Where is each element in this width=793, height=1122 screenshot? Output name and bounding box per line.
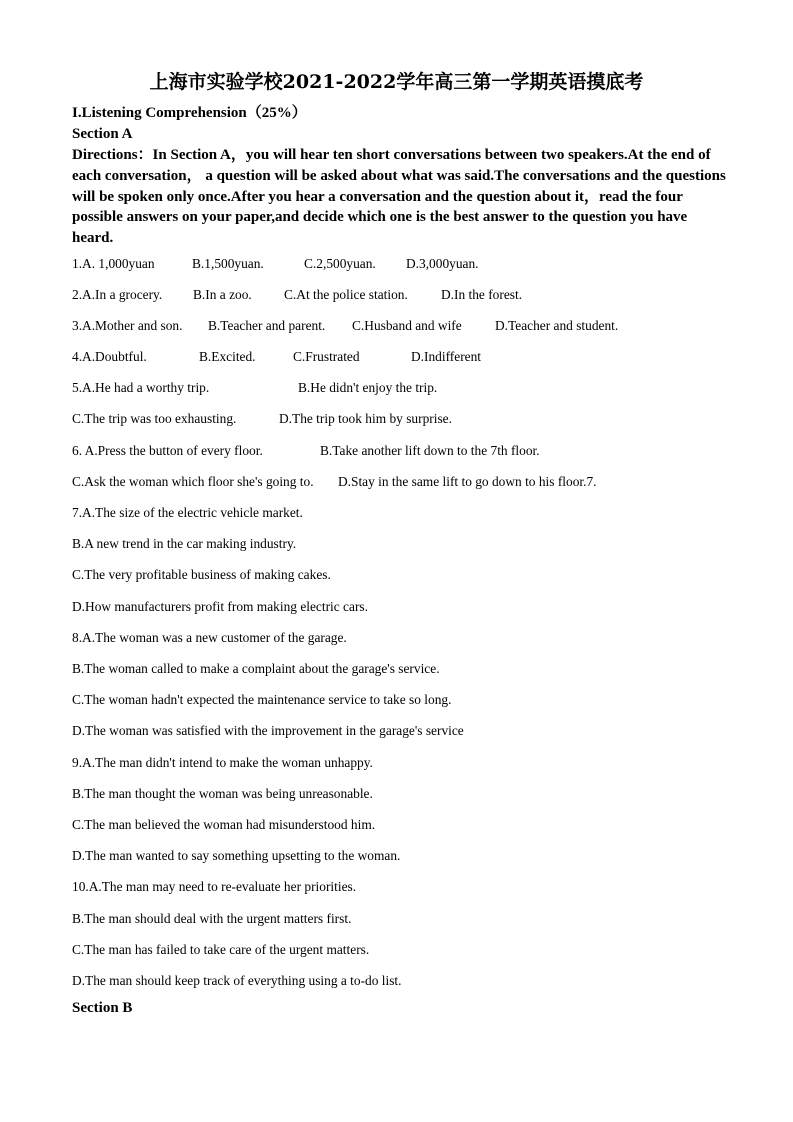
question-8-option-b: B.The woman called to make a complaint about the garage's service.	[72, 661, 440, 676]
question-3-option-d: D.Teacher and student.	[495, 318, 619, 333]
question-5-option-d: D.The trip took him by surprise.	[279, 411, 452, 426]
question-5-option-a: 5.A.He had a worthy trip.	[72, 380, 210, 395]
question-2-option-a: 2.A.In a grocery.	[72, 287, 163, 302]
section-b-heading: Section B	[72, 1000, 133, 1016]
question-1-option-a: 1.A. 1,000yuan	[72, 256, 155, 271]
question-9-option-c: C.The man believed the woman had misunderstood him.	[72, 817, 376, 832]
question-9-option-a: 9.A.The man didn't intend to make the woman unhappy.	[72, 755, 373, 770]
question-4-option-a: 4.A.Doubtful.	[72, 349, 147, 364]
question-4-option-b: B.Excited.	[199, 349, 256, 364]
question-8-option-d: D.The woman was satisfied with the improvement in the garage's service	[72, 723, 464, 738]
question-7-option-d: D.How manufacturers profit from making electric cars.	[72, 599, 368, 614]
question-6-option-a: 6. A.Press the button of every floor.	[72, 443, 263, 458]
question-7-option-a: 7.A.The size of the electric vehicle market.	[72, 505, 303, 520]
question-9-option-d: D.The man wanted to say something upsetting to the woman.	[72, 848, 401, 863]
question-8-option-c: C.The woman hadn't expected the maintenance service to take so long.	[72, 692, 452, 707]
page-title: 上海市实验学校2021-2022学年高三第一学期英语摸底考	[149, 71, 644, 93]
question-2-option-d: D.In the forest.	[441, 287, 523, 302]
question-10-option-b: B.The man should deal with the urgent matters first.	[72, 911, 352, 926]
question-3-option-c: C.Husband and wife	[352, 318, 462, 333]
question-2-option-b: B.In a zoo.	[193, 287, 252, 302]
question-5-option-c: C.The trip was too exhausting.	[72, 411, 237, 426]
question-7-option-c: C.The very profitable business of making cakes.	[72, 567, 331, 582]
question-5-option-b: B.He didn't enjoy the trip.	[298, 380, 438, 395]
question-3-option-b: B.Teacher and parent.	[208, 318, 326, 333]
section-a-heading: Section A	[72, 126, 133, 142]
question-7-option-b: B.A new trend in the car making industry.	[72, 536, 297, 551]
question-10-option-d: D.The man should keep track of everything using a to-do list.	[72, 973, 402, 988]
question-8-option-a: 8.A.The woman was a new customer of the garage.	[72, 630, 347, 645]
directions-paragraph: Directions：In Section A，you will hear ten short conversations between two speakers.At the end of each conversation， a question will be asked about what was said.The conversations and the questions will be spoken only once.After you hear a conversation and the question about it，read the four possible answers on your paper,and decide which one is the best answer to the question you have heard.	[72, 147, 726, 247]
question-4-option-c: C.Frustrated	[293, 349, 360, 364]
question-9-option-b: B.The man thought the woman was being unreasonable.	[72, 786, 373, 801]
question-1-option-c: C.2,500yuan.	[304, 256, 376, 271]
question-10-option-c: C.The man has failed to take care of the urgent matters.	[72, 942, 370, 957]
question-10-option-a: 10.A.The man may need to re-evaluate her priorities.	[72, 879, 357, 894]
question-6-option-b: B.Take another lift down to the 7th floor.	[320, 443, 540, 458]
question-1-option-d: D.3,000yuan.	[406, 256, 479, 271]
question-6-option-c: C.Ask the woman which floor she's going to.	[72, 474, 314, 489]
part-heading: I.Listening Comprehension（25%）	[72, 105, 307, 121]
question-2-option-c: C.At the police station.	[284, 287, 408, 302]
question-4-option-d: D.Indifferent	[411, 349, 482, 364]
question-1-option-b: B.1,500yuan.	[192, 256, 264, 271]
question-3-option-a: 3.A.Mother and son.	[72, 318, 183, 333]
question-6-option-d: D.Stay in the same lift to go down to his floor.7.	[338, 474, 597, 489]
